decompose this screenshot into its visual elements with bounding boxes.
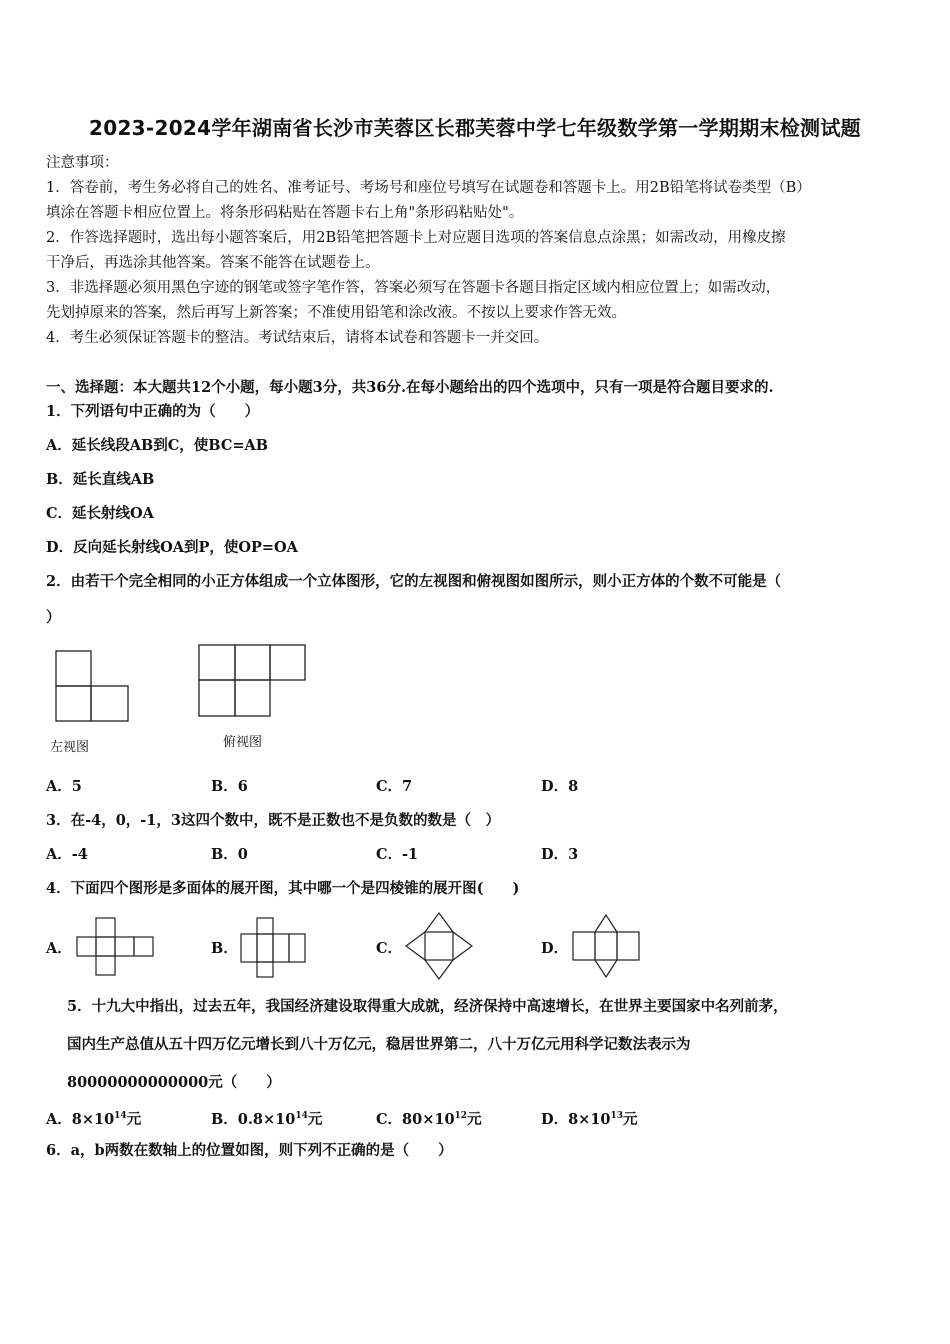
net-b-figure [238,915,310,979]
section-heading: 一、选择题：本大题共12个小题，每小题3分，共36分.在每小题给出的四个选项中，只有一项是符合题目要求的. [46,379,774,396]
notice-line: 4．考生必须保证答题卡的整洁。考试结束后，请将本试卷和答题卡一并交回。 [46,330,549,346]
q1-option-b: B．延长直线AB [46,471,155,488]
q3-option-d: D．3 [541,846,579,863]
q3-stem: 3．在-4，0，-1，3这四个数中，既不是正数也不是负数的数是（ ） [46,812,500,829]
notice-line: 先划掉原来的答案，然后再写上新答案；不准使用铅笔和涂改液。不按以上要求作答无效。 [46,305,626,321]
q3-option-c: C．-1 [376,846,419,863]
q5-option-d: D．$8\times 10^{13}$元 [541,1111,638,1128]
q2-option-c: C．7 [376,778,413,795]
q2-option-b: B．6 [211,778,248,795]
q5-line3: 80000000000000元（ ） [67,1074,281,1091]
notice-heading: 注意事项： [46,155,119,171]
q1-option-c: C．延长射线OA [46,505,154,522]
notice-line: 填涂在答题卡相应位置上。将条形码粘贴在答题卡右上角"条形码粘贴处"。 [46,205,524,221]
q1-option-a: A．延长线段AB到C，使BC=AB [46,437,269,454]
q2-stem: 2．由若干个完全相同的小正方体组成一个立体图形，它的左视图和俯视图如图所示，则小正方体的个数不可能是（ [46,573,782,590]
notice-line: 干净后，再选涂其他答案。答案不能答在试题卷上。 [46,255,380,271]
q2-option-a: A．5 [46,778,82,795]
top-view-label: 俯视图 [223,735,263,750]
left-view-label: 左视图 [50,740,90,755]
q4-label-c: C． [376,940,403,957]
q4-stem: 4．下面四个图形是多面体的展开图，其中哪一个是四棱锥的展开图( ) [46,880,520,897]
net-a-figure [75,915,157,977]
q5-line2: 国内生产总值从五十四万亿元增长到八十万亿元，稳居世界第二，八十万亿元用科学记数法表示为 [67,1036,691,1053]
page-title: 2023-2024学年湖南省长沙市芙蓉区长郡芙蓉中学七年级数学第一学期期末检测试题 [89,116,861,140]
q5-line1: 5．十九大中指出，过去五年，我国经济建设取得重大成就，经济保持中高速增长，在世界主要国家中名列前茅， [67,998,788,1015]
q3-option-a: A．-4 [46,846,88,863]
q3-option-b: B．0 [211,846,248,863]
q4-label-a: A． [46,940,72,957]
notice-line: 1．答卷前，考生务必将自己的姓名、准考证号、考场号和座位号填写在试题卷和答题卡上。用2B铅笔将试卷类型（B） [46,180,811,196]
net-d-figure [570,912,642,980]
notice-line: 3．非选择题必须用黑色字迹的钢笔或签字笔作答，答案必须写在答题卡各题目指定区域内相应位置上；如需改动， [46,280,781,296]
left-view-figure [50,648,135,724]
net-c-figure [403,910,475,982]
notice-line: 2．作答选择题时，选出每小题答案后，用2B铅笔把答题卡上对应题目选项的答案信息点涂黑；如需改动，用橡皮擦 [46,230,786,246]
q4-label-b: B． [211,940,238,957]
q2-stem-end: ） [46,609,61,626]
q1-stem: 1．下列语句中正确的为（ ） [46,403,260,420]
q1-option-d: D．反向延长射线OA到P，使OP=OA [46,539,298,556]
q5-option-c: C．$80\times 10^{12}$元 [376,1111,482,1128]
q2-option-d: D．8 [541,778,579,795]
q5-option-b: B．$0.8\times 10^{14}$元 [211,1111,323,1128]
q5-option-a: A．$8\times 10^{14}$元 [46,1111,142,1128]
q6-stem: 6．a，b两数在数轴上的位置如图，则下列不正确的是（ ） [46,1142,453,1159]
top-view-figure [195,642,310,722]
q4-label-d: D． [541,940,569,957]
